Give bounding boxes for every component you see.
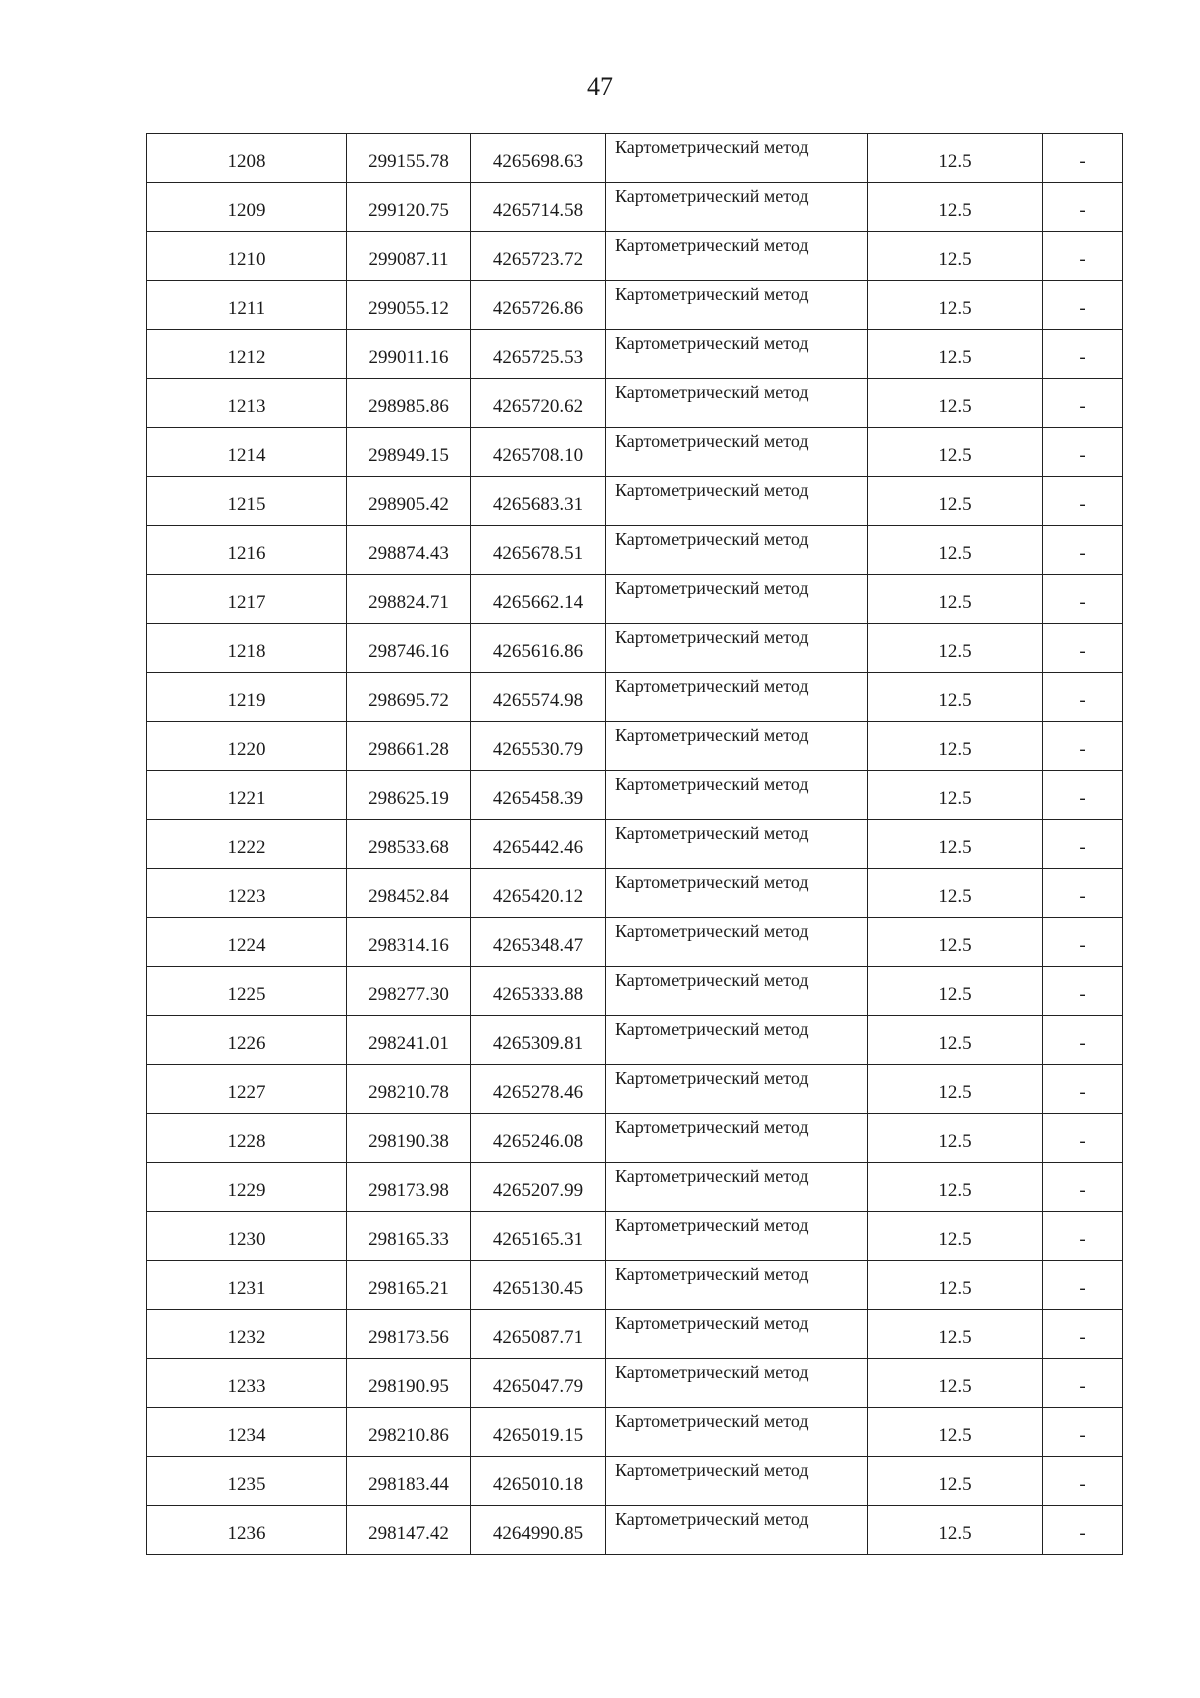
accuracy-cell: 12.5	[868, 477, 1043, 526]
point-number-cell: 1225	[147, 967, 347, 1016]
table-row	[147, 1408, 1123, 1457]
method-cell: Картометрический метод	[606, 869, 868, 918]
point-number-cell: 1223	[147, 869, 347, 918]
note-cell: -	[1043, 1114, 1123, 1163]
accuracy-cell: 12.5	[868, 1359, 1043, 1408]
x-coordinate-cell: 298165.33	[347, 1212, 471, 1261]
point-number-cell: 1226	[147, 1016, 347, 1065]
y-coordinate-cell: 4265683.31	[471, 477, 606, 526]
table-row	[147, 134, 1123, 183]
point-number-cell: 1229	[147, 1163, 347, 1212]
method-cell: Картометрический метод	[606, 1065, 868, 1114]
x-coordinate-cell: 298147.42	[347, 1506, 471, 1555]
table-row	[147, 869, 1123, 918]
note-cell: -	[1043, 1065, 1123, 1114]
accuracy-cell: 12.5	[868, 281, 1043, 330]
note-cell: -	[1043, 1261, 1123, 1310]
point-number-cell: 1234	[147, 1408, 347, 1457]
x-coordinate-cell: 299087.11	[347, 232, 471, 281]
y-coordinate-cell: 4265678.51	[471, 526, 606, 575]
x-coordinate-cell: 298533.68	[347, 820, 471, 869]
x-coordinate-cell: 298695.72	[347, 673, 471, 722]
y-coordinate-cell: 4265010.18	[471, 1457, 606, 1506]
method-cell: Картометрический метод	[606, 673, 868, 722]
method-cell: Картометрический метод	[606, 575, 868, 624]
accuracy-cell: 12.5	[868, 967, 1043, 1016]
y-coordinate-cell: 4265714.58	[471, 183, 606, 232]
method-cell: Картометрический метод	[606, 918, 868, 967]
accuracy-cell: 12.5	[868, 1212, 1043, 1261]
table-row	[147, 771, 1123, 820]
table-row	[147, 722, 1123, 771]
point-number-cell: 1235	[147, 1457, 347, 1506]
point-number-cell: 1233	[147, 1359, 347, 1408]
accuracy-cell: 12.5	[868, 673, 1043, 722]
table-row	[147, 1261, 1123, 1310]
note-cell: -	[1043, 820, 1123, 869]
note-cell: -	[1043, 428, 1123, 477]
y-coordinate-cell: 4265333.88	[471, 967, 606, 1016]
table-row	[147, 330, 1123, 379]
note-cell: -	[1043, 1163, 1123, 1212]
y-coordinate-cell: 4265207.99	[471, 1163, 606, 1212]
accuracy-cell: 12.5	[868, 575, 1043, 624]
accuracy-cell: 12.5	[868, 134, 1043, 183]
accuracy-cell: 12.5	[868, 1163, 1043, 1212]
method-cell: Картометрический метод	[606, 1457, 868, 1506]
accuracy-cell: 12.5	[868, 1310, 1043, 1359]
method-cell: Картометрический метод	[606, 1212, 868, 1261]
y-coordinate-cell: 4265726.86	[471, 281, 606, 330]
y-coordinate-cell: 4265019.15	[471, 1408, 606, 1457]
y-coordinate-cell: 4265130.45	[471, 1261, 606, 1310]
method-cell: Картометрический метод	[606, 1261, 868, 1310]
table-row	[147, 1310, 1123, 1359]
accuracy-cell: 12.5	[868, 1457, 1043, 1506]
method-cell: Картометрический метод	[606, 281, 868, 330]
method-cell: Картометрический метод	[606, 330, 868, 379]
point-number-cell: 1208	[147, 134, 347, 183]
x-coordinate-cell: 298210.86	[347, 1408, 471, 1457]
table-body	[147, 134, 1123, 1555]
method-cell: Картометрический метод	[606, 232, 868, 281]
point-number-cell: 1215	[147, 477, 347, 526]
table-row	[147, 1212, 1123, 1261]
accuracy-cell: 12.5	[868, 820, 1043, 869]
accuracy-cell: 12.5	[868, 428, 1043, 477]
x-coordinate-cell: 299120.75	[347, 183, 471, 232]
point-number-cell: 1232	[147, 1310, 347, 1359]
note-cell: -	[1043, 575, 1123, 624]
point-number-cell: 1230	[147, 1212, 347, 1261]
accuracy-cell: 12.5	[868, 918, 1043, 967]
table-row	[147, 379, 1123, 428]
accuracy-cell: 12.5	[868, 1506, 1043, 1555]
point-number-cell: 1218	[147, 624, 347, 673]
table-row	[147, 624, 1123, 673]
method-cell: Картометрический метод	[606, 1506, 868, 1555]
point-number-cell: 1220	[147, 722, 347, 771]
table-row	[147, 820, 1123, 869]
page-number: 47	[587, 72, 613, 101]
note-cell: -	[1043, 1212, 1123, 1261]
y-coordinate-cell: 4265246.08	[471, 1114, 606, 1163]
accuracy-cell: 12.5	[868, 1261, 1043, 1310]
method-cell: Картометрический метод	[606, 477, 868, 526]
point-number-cell: 1217	[147, 575, 347, 624]
note-cell: -	[1043, 869, 1123, 918]
table-row	[147, 1163, 1123, 1212]
point-number-cell: 1236	[147, 1506, 347, 1555]
note-cell: -	[1043, 134, 1123, 183]
point-number-cell: 1222	[147, 820, 347, 869]
note-cell: -	[1043, 183, 1123, 232]
point-number-cell: 1211	[147, 281, 347, 330]
point-number-cell: 1212	[147, 330, 347, 379]
x-coordinate-cell: 298746.16	[347, 624, 471, 673]
method-cell: Картометрический метод	[606, 820, 868, 869]
x-coordinate-cell: 298190.95	[347, 1359, 471, 1408]
accuracy-cell: 12.5	[868, 869, 1043, 918]
method-cell: Картометрический метод	[606, 967, 868, 1016]
table-row	[147, 1114, 1123, 1163]
y-coordinate-cell: 4265723.72	[471, 232, 606, 281]
note-cell: -	[1043, 918, 1123, 967]
x-coordinate-cell: 298985.86	[347, 379, 471, 428]
note-cell: -	[1043, 281, 1123, 330]
method-cell: Картометрический метод	[606, 526, 868, 575]
point-number-cell: 1210	[147, 232, 347, 281]
method-cell: Картометрический метод	[606, 183, 868, 232]
table-row	[147, 281, 1123, 330]
x-coordinate-cell: 298210.78	[347, 1065, 471, 1114]
accuracy-cell: 12.5	[868, 1016, 1043, 1065]
table-row	[147, 183, 1123, 232]
note-cell: -	[1043, 673, 1123, 722]
x-coordinate-cell: 298874.43	[347, 526, 471, 575]
y-coordinate-cell: 4265087.71	[471, 1310, 606, 1359]
y-coordinate-cell: 4265165.31	[471, 1212, 606, 1261]
point-number-cell: 1219	[147, 673, 347, 722]
x-coordinate-cell: 298661.28	[347, 722, 471, 771]
x-coordinate-cell: 299055.12	[347, 281, 471, 330]
x-coordinate-cell: 298165.21	[347, 1261, 471, 1310]
y-coordinate-cell: 4265278.46	[471, 1065, 606, 1114]
table-row	[147, 673, 1123, 722]
table-row	[147, 526, 1123, 575]
table-row	[147, 918, 1123, 967]
y-coordinate-cell: 4265708.10	[471, 428, 606, 477]
y-coordinate-cell: 4265348.47	[471, 918, 606, 967]
coordinates-table	[146, 133, 1123, 1555]
x-coordinate-cell: 298173.56	[347, 1310, 471, 1359]
note-cell: -	[1043, 967, 1123, 1016]
y-coordinate-cell: 4265698.63	[471, 134, 606, 183]
note-cell: -	[1043, 232, 1123, 281]
y-coordinate-cell: 4265720.62	[471, 379, 606, 428]
y-coordinate-cell: 4265442.46	[471, 820, 606, 869]
point-number-cell: 1228	[147, 1114, 347, 1163]
method-cell: Картометрический метод	[606, 379, 868, 428]
accuracy-cell: 12.5	[868, 330, 1043, 379]
table-row	[147, 967, 1123, 1016]
note-cell: -	[1043, 722, 1123, 771]
accuracy-cell: 12.5	[868, 1114, 1043, 1163]
method-cell: Картометрический метод	[606, 428, 868, 477]
point-number-cell: 1221	[147, 771, 347, 820]
method-cell: Картометрический метод	[606, 722, 868, 771]
x-coordinate-cell: 298905.42	[347, 477, 471, 526]
point-number-cell: 1214	[147, 428, 347, 477]
y-coordinate-cell: 4265530.79	[471, 722, 606, 771]
note-cell: -	[1043, 1359, 1123, 1408]
y-coordinate-cell: 4265458.39	[471, 771, 606, 820]
accuracy-cell: 12.5	[868, 624, 1043, 673]
x-coordinate-cell: 298277.30	[347, 967, 471, 1016]
x-coordinate-cell: 298314.16	[347, 918, 471, 967]
table-row	[147, 1065, 1123, 1114]
y-coordinate-cell: 4265309.81	[471, 1016, 606, 1065]
point-number-cell: 1209	[147, 183, 347, 232]
note-cell: -	[1043, 1310, 1123, 1359]
note-cell: -	[1043, 477, 1123, 526]
note-cell: -	[1043, 1457, 1123, 1506]
point-number-cell: 1231	[147, 1261, 347, 1310]
table-row	[147, 1506, 1123, 1555]
point-number-cell: 1213	[147, 379, 347, 428]
point-number-cell: 1224	[147, 918, 347, 967]
method-cell: Картометрический метод	[606, 134, 868, 183]
accuracy-cell: 12.5	[868, 1408, 1043, 1457]
y-coordinate-cell: 4265420.12	[471, 869, 606, 918]
accuracy-cell: 12.5	[868, 232, 1043, 281]
note-cell: -	[1043, 526, 1123, 575]
accuracy-cell: 12.5	[868, 526, 1043, 575]
y-coordinate-cell: 4265047.79	[471, 1359, 606, 1408]
x-coordinate-cell: 298241.01	[347, 1016, 471, 1065]
x-coordinate-cell: 298173.98	[347, 1163, 471, 1212]
method-cell: Картометрический метод	[606, 1359, 868, 1408]
accuracy-cell: 12.5	[868, 771, 1043, 820]
table-row	[147, 232, 1123, 281]
method-cell: Картометрический метод	[606, 1016, 868, 1065]
y-coordinate-cell: 4265616.86	[471, 624, 606, 673]
note-cell: -	[1043, 379, 1123, 428]
x-coordinate-cell: 299155.78	[347, 134, 471, 183]
accuracy-cell: 12.5	[868, 1065, 1043, 1114]
accuracy-cell: 12.5	[868, 722, 1043, 771]
note-cell: -	[1043, 330, 1123, 379]
accuracy-cell: 12.5	[868, 379, 1043, 428]
note-cell: -	[1043, 1506, 1123, 1555]
x-coordinate-cell: 299011.16	[347, 330, 471, 379]
method-cell: Картометрический метод	[606, 1408, 868, 1457]
x-coordinate-cell: 298183.44	[347, 1457, 471, 1506]
y-coordinate-cell: 4264990.85	[471, 1506, 606, 1555]
method-cell: Картометрический метод	[606, 1114, 868, 1163]
note-cell: -	[1043, 1016, 1123, 1065]
method-cell: Картометрический метод	[606, 624, 868, 673]
method-cell: Картометрический метод	[606, 1163, 868, 1212]
table-row	[147, 1457, 1123, 1506]
note-cell: -	[1043, 771, 1123, 820]
table-row	[147, 1359, 1123, 1408]
accuracy-cell: 12.5	[868, 183, 1043, 232]
point-number-cell: 1216	[147, 526, 347, 575]
x-coordinate-cell: 298949.15	[347, 428, 471, 477]
y-coordinate-cell: 4265662.14	[471, 575, 606, 624]
y-coordinate-cell: 4265574.98	[471, 673, 606, 722]
note-cell: -	[1043, 1408, 1123, 1457]
note-cell: -	[1043, 624, 1123, 673]
x-coordinate-cell: 298625.19	[347, 771, 471, 820]
method-cell: Картометрический метод	[606, 1310, 868, 1359]
x-coordinate-cell: 298452.84	[347, 869, 471, 918]
table-row	[147, 477, 1123, 526]
y-coordinate-cell: 4265725.53	[471, 330, 606, 379]
x-coordinate-cell: 298190.38	[347, 1114, 471, 1163]
table-row	[147, 1016, 1123, 1065]
x-coordinate-cell: 298824.71	[347, 575, 471, 624]
table-row	[147, 428, 1123, 477]
table-row	[147, 575, 1123, 624]
point-number-cell: 1227	[147, 1065, 347, 1114]
method-cell: Картометрический метод	[606, 771, 868, 820]
